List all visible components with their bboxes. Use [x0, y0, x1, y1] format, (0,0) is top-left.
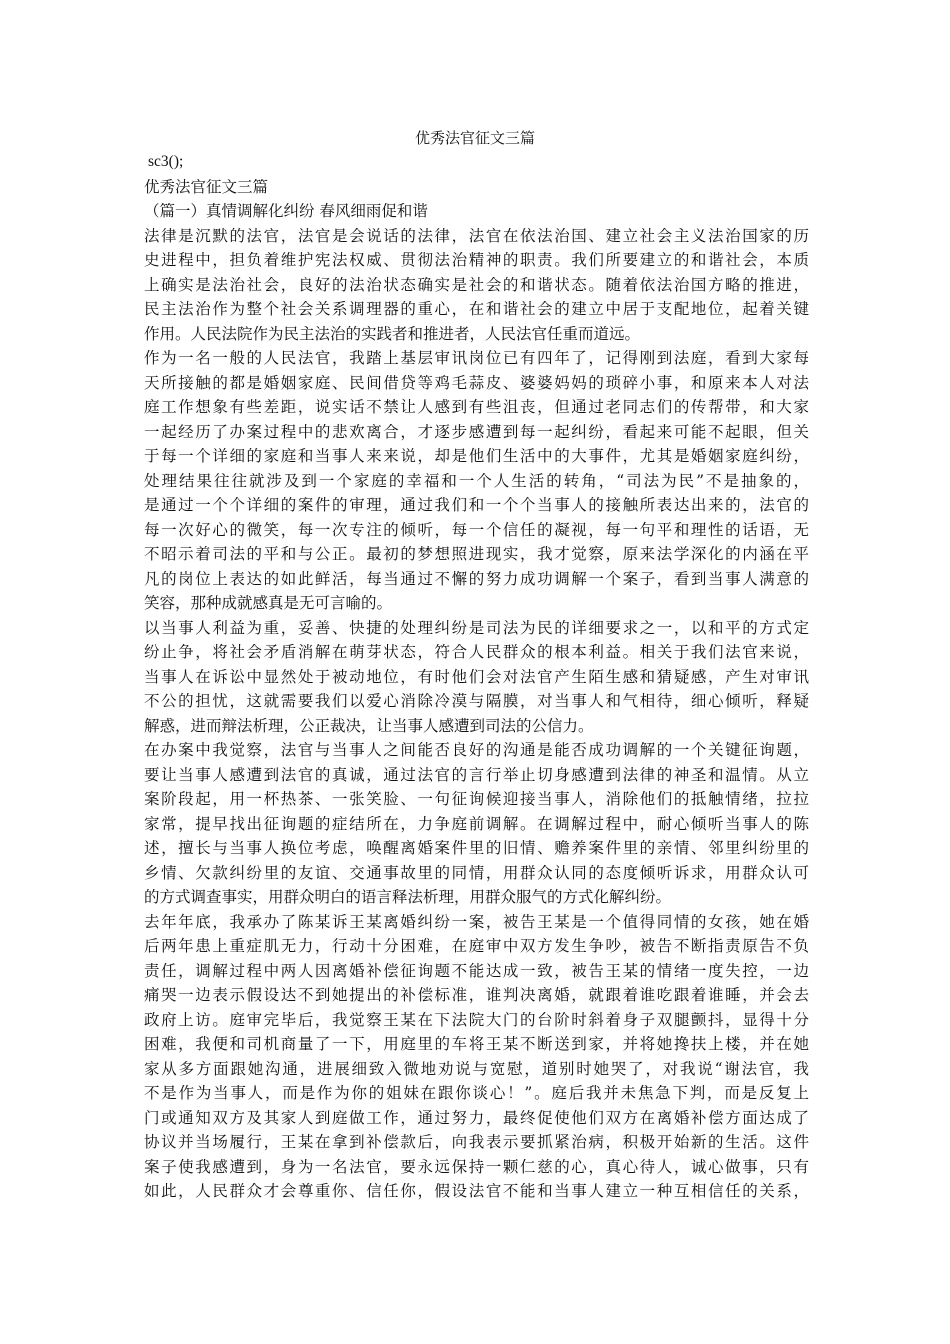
text-line: 法律是沉默的法官，法官是会说话的法律，法官在依法治国、建立社会主义法治国家的历 — [144, 226, 809, 245]
script-call-line: sc3(); — [148, 153, 184, 170]
text-line: 纷止争，将社会矛盾消解在萌芽状态，符合人民群众的根本利益。相关于我们法官来说， — [144, 643, 809, 661]
text-line: 案子使我感遭到，身为一名法官，要永远保持一颗仁慈的心，真心待人，诚心做事，只有 — [144, 1157, 809, 1176]
text-line: 上确实是法治社会，良好的法治状态确实是社会的和谐状态。随着依法治国方略的推进， — [144, 275, 809, 294]
section-heading: （篇一）真情调解化纠纷 春风细雨促和谐 — [144, 202, 428, 220]
text-line: 案阶段起，用一杯热茶、一张笑脸、一句征询候迎接当事人，消除他们的抵触情绪，拉拉 — [144, 790, 809, 808]
text-line: 天所接触的都是婚姻家庭、民间借贷等鸡毛蒜皮、婆婆妈妈的琐碎小事，和原来本人对法 — [144, 373, 809, 392]
text-line: 责任，调解过程中两人因离婚补偿征询题不能达成一致，被告王某的情绪一度失控，一边 — [144, 961, 809, 980]
text-line: 去年年底，我承办了陈某诉王某离婚纠纷一案，被告王某是一个值得同情的女孩，她在婚 — [144, 912, 809, 931]
text-line: 政府上访。庭审完毕后，我觉察王某在下法院大门的台阶时斜着身子双腿颤抖，显得十分 — [144, 1010, 809, 1029]
text-line: 以当事人利益为重，妥善、快捷的处理纠纷是司法为民的详细要求之一，以和平的方式定 — [144, 618, 809, 637]
text-line: 在办案中我觉察，法官与当事人之间能否良好的沟通是能否成功调解的一个关键征询题， — [144, 741, 809, 759]
document-body — [144, 150, 809, 1204]
text-line: 一起经历了办案过程中的悲欢离合，才逐步感遭到每一起纠纷，看起来可能不起眼，但关 — [144, 422, 809, 441]
text-line: 是通过一个个详细的案件的审理，通过我们和一个个当事人的接触所表达出来的，法官的 — [144, 496, 809, 514]
text-line: 庭工作想象有些差距，说实话不禁让人感到有些沮丧，但通过老同志们的传帮带，和大家 — [144, 398, 809, 416]
text-line: 作用。人民法院作为民主法治的实践者和推进者，人民法官任重而道远。 — [144, 324, 641, 343]
text-line: 于每一个详细的家庭和当事人来来说，却是他们生活中的大事件，尤其是婚姻家庭纠纷， — [144, 447, 809, 465]
text-line: 民主法治作为整个社会关系调理器的重心，在和谐社会的建立中居于支配地位，起着关键 — [144, 300, 809, 318]
text-line: 乡情、欠款纠纷里的友谊、交通事故里的同情，用群众认同的态度倾听诉求，用群众认可 — [144, 863, 809, 882]
document-subtitle: 优秀法官征文三篇 — [144, 177, 269, 196]
text-line: 作为一名一般的人民法官，我踏上基层审讯岗位已有四年了，记得刚到法庭，看到大家每 — [144, 349, 809, 367]
text-line: 处理结果往往就涉及到一个家庭的幸福和一个人生活的转角，“司法为民”不是抽象的， — [144, 471, 809, 490]
text-line: 如此，人民群众才会尊重你、信任你，假设法官不能和当事人建立一种互相信任的关系， — [144, 1182, 809, 1200]
text-line: 不是作为当事人，而是作为你的姐妹在跟你谈心！”。庭后我并未焦急下判，而是反复上 — [144, 1084, 809, 1102]
text-line: 凡的岗位上表达的如此鲜活，每当通过不懈的努力成功调解一个案子，看到当事人满意的 — [144, 569, 809, 588]
text-line: 笑容，那种成就感真是无可言喻的。 — [144, 594, 393, 612]
text-line: 家常，提早找出征询题的症结所在，力争庭前调解。在调解过程中，耐心倾听当事人的陈 — [144, 814, 809, 833]
text-line: 家从多方面跟她沟通，进展细致入微地劝说与宽慰，道别时她哭了，对我说“谢法官，我 — [144, 1059, 809, 1078]
text-line: 的方式调查事实，用群众明白的语言释法析理，用群众服气的方式化解纠纷。 — [144, 888, 672, 906]
text-line: 痛哭一边表示假设达不到她提出的补偿标准，谁判决离婚，就跟着谁吃跟着谁睡，并会去 — [144, 986, 809, 1004]
text-line: 后两年患上重症肌无力，行动十分困难，在庭审中双方发生争吵，被告不断指责原告不负 — [144, 937, 809, 955]
text-line: 当事人在诉讼中显然处于被动地位，有时他们会对法官产生陌生感和猜疑感，产生对审讯 — [144, 667, 809, 686]
text-line: 不昭示着司法的平和与公正。最初的梦想照进现实，我才觉察，原来法学深化的内涵在平 — [144, 545, 809, 563]
text-line: 门或通知双方及其家人到庭做工作，通过努力，最终促使他们双方在离婚补偿方面达成了 — [144, 1108, 809, 1127]
text-line: 史进程中，担负着维护宪法权威、贯彻法治精神的职责。我们所要建立的和谐社会，本质 — [144, 251, 809, 269]
text-line: 每一次好心的微笑，每一次专注的倾听，每一个信任的凝视，每一句平和理性的话语，无 — [144, 520, 809, 539]
text-line: 不公的担忧，这就需要我们以爱心消除冷漠与隔膜，对当事人和气相待，细心倾听，释疑 — [144, 692, 809, 710]
text-line: 解惑，进而辩法析理，公正裁决，让当事人感遭到司法的公信力。 — [144, 716, 594, 735]
text-line: 述，擅长与当事人换位考虑，唤醒离婚案件里的旧情、赡养案件里的亲情、邻里纠纷里的 — [144, 839, 809, 857]
text-line: 要让当事人感遭到法官的真诚，通过法官的言行举止切身感遭到法律的神圣和温情。从立 — [144, 765, 809, 784]
text-line: 协议并当场履行，王某在拿到补偿款后，向我表示要抓紧治病，积极开始新的生活。这件 — [144, 1133, 809, 1151]
document-title: 优秀法官征文三篇 — [414, 129, 535, 147]
text-line: 困难，我便和司机商量了一下，用庭里的车将王某不断送到家，并将她搀扶上楼，并在她 — [144, 1035, 809, 1053]
